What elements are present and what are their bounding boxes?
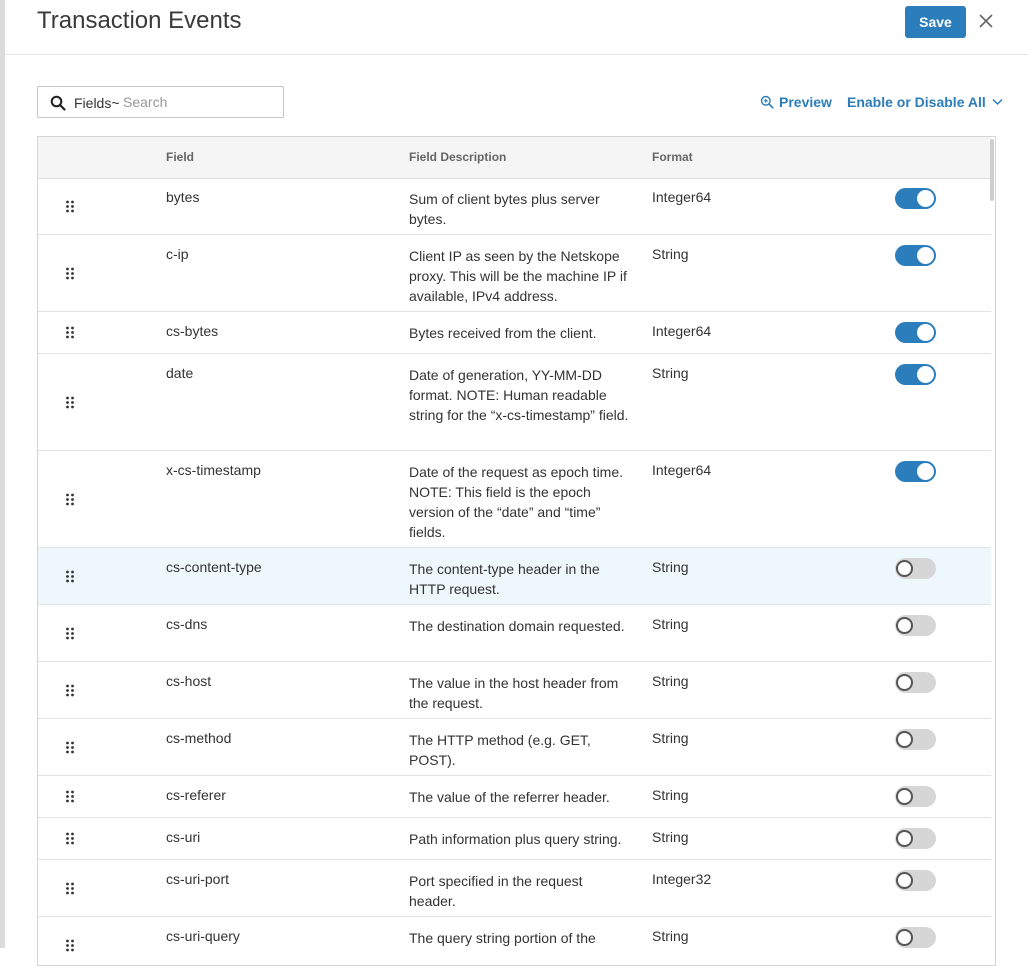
field-format: String [652, 730, 689, 746]
field-name: cs-bytes [166, 323, 219, 339]
table-row [38, 860, 991, 917]
toggle-knob [917, 366, 934, 383]
toggle-knob [896, 872, 913, 889]
field-description: Path information plus query string. [409, 831, 622, 847]
panel-edge [0, 0, 5, 948]
field-toggle[interactable] [895, 461, 936, 482]
drag-handle-icon[interactable] [65, 326, 75, 339]
field-toggle[interactable] [895, 729, 936, 750]
table-row [38, 548, 991, 605]
field-toggle[interactable] [895, 870, 936, 891]
zoom-in-icon [760, 95, 774, 109]
table-row [38, 178, 991, 235]
drag-handle-icon[interactable] [65, 493, 75, 506]
table-row [38, 662, 991, 719]
table-scrollbar[interactable] [990, 139, 994, 201]
column-header-field: Field [166, 150, 195, 164]
fields-table [37, 136, 996, 966]
toggle-knob [917, 190, 934, 207]
field-toggle[interactable] [895, 245, 936, 266]
field-description: The destination domain requested. [409, 618, 625, 634]
field-format: String [652, 559, 689, 575]
drag-handle-icon[interactable] [65, 627, 75, 640]
toggle-knob [917, 463, 934, 480]
toggle-knob [917, 324, 934, 341]
table-body [38, 178, 991, 966]
field-format: Integer32 [652, 871, 712, 887]
field-toggle[interactable] [895, 615, 936, 636]
field-description: Sum of client bytes plus server bytes. [409, 191, 600, 227]
drag-handle-icon[interactable] [65, 882, 75, 895]
field-name: cs-uri-port [166, 871, 230, 887]
fields-filter-dropdown[interactable]: Fields~ [74, 95, 120, 111]
field-toggle[interactable] [895, 322, 936, 343]
column-header-format: Format [652, 150, 693, 164]
drag-handle-icon[interactable] [65, 570, 75, 583]
table-row [38, 605, 991, 662]
table-row [38, 719, 991, 776]
table-row [38, 818, 991, 860]
field-name: date [166, 365, 194, 381]
toggle-knob [896, 830, 913, 847]
toggle-knob [896, 617, 913, 634]
field-description: The content-type header in the HTTP request. [409, 561, 600, 597]
drag-handle-icon[interactable] [65, 832, 75, 845]
close-icon [975, 10, 997, 32]
preview-label: Preview [779, 94, 832, 110]
field-toggle[interactable] [895, 927, 936, 948]
table-row [38, 235, 991, 312]
field-name: cs-content-type [166, 559, 262, 575]
enable-disable-all-dropdown[interactable] [847, 94, 1003, 110]
toggle-knob [896, 674, 913, 691]
save-button[interactable]: Save [905, 6, 966, 38]
table-row [38, 451, 991, 548]
drag-handle-icon[interactable] [65, 684, 75, 697]
toggle-knob [896, 929, 913, 946]
table-header [38, 137, 991, 179]
drag-handle-icon[interactable] [65, 741, 75, 754]
table-row [38, 776, 991, 818]
field-format: String [652, 673, 689, 689]
field-description: Date of generation, YY-MM-DD format. NOTE: Human readable string for the “x-cs-timestamp” field. [409, 367, 629, 423]
search-input[interactable] [123, 91, 273, 113]
field-format: Integer64 [652, 462, 712, 478]
drag-handle-icon[interactable] [65, 267, 75, 280]
drag-handle-icon[interactable] [65, 200, 75, 213]
field-description: Date of the request as epoch time. NOTE: This field is the epoch version of the “date” and “time” fields. [409, 464, 624, 540]
field-format: String [652, 365, 689, 381]
drag-handle-icon[interactable] [65, 396, 75, 409]
table-row [38, 917, 991, 966]
field-toggle[interactable] [895, 364, 936, 385]
field-format: String [652, 787, 689, 803]
field-toggle[interactable] [895, 188, 936, 209]
field-name: cs-referer [166, 787, 226, 803]
field-description: The value of the referrer header. [409, 789, 610, 805]
enable-disable-all-label: Enable or Disable All [847, 94, 986, 110]
field-toggle[interactable] [895, 786, 936, 807]
field-format: String [652, 928, 689, 944]
page-title: Transaction Events [37, 7, 242, 34]
field-description: Bytes received from the client. [409, 325, 597, 341]
field-toggle[interactable] [895, 828, 936, 849]
field-format: String [652, 829, 689, 845]
field-name: bytes [166, 189, 200, 205]
field-name: cs-method [166, 730, 232, 746]
field-name: cs-dns [166, 616, 208, 632]
field-name: cs-uri-query [166, 928, 240, 944]
drag-handle-icon[interactable] [65, 939, 75, 952]
chevron-down-icon [992, 98, 1003, 106]
field-description: The value in the host header from the request. [409, 675, 619, 711]
field-toggle[interactable] [895, 558, 936, 579]
column-header-description: Field Description [409, 150, 507, 164]
preview-link[interactable] [760, 94, 832, 110]
page-header [5, 0, 1028, 55]
close-button[interactable] [975, 10, 997, 32]
field-name: c-ip [166, 246, 189, 262]
search-icon [50, 95, 66, 111]
toggle-knob [896, 788, 913, 805]
field-toggle[interactable] [895, 672, 936, 693]
field-format: Integer64 [652, 189, 712, 205]
field-format: String [652, 246, 689, 262]
field-description: The HTTP method (e.g. GET, POST). [409, 732, 591, 768]
field-description: Client IP as seen by the Netskope proxy. This will be the machine IP if available, IPv4 address. [409, 248, 627, 304]
field-description: Port specified in the request header. [409, 873, 583, 909]
field-format: Integer64 [652, 323, 712, 339]
field-description: The query string portion of the [409, 930, 596, 946]
drag-handle-icon[interactable] [65, 790, 75, 803]
table-row [38, 354, 991, 451]
table-row [38, 312, 991, 354]
search-field[interactable] [37, 86, 284, 118]
field-name: cs-uri [166, 829, 201, 845]
toggle-knob [917, 247, 934, 264]
field-name: cs-host [166, 673, 212, 689]
field-format: String [652, 616, 689, 632]
toggle-knob [896, 731, 913, 748]
toggle-knob [896, 560, 913, 577]
field-name: x-cs-timestamp [166, 462, 261, 478]
